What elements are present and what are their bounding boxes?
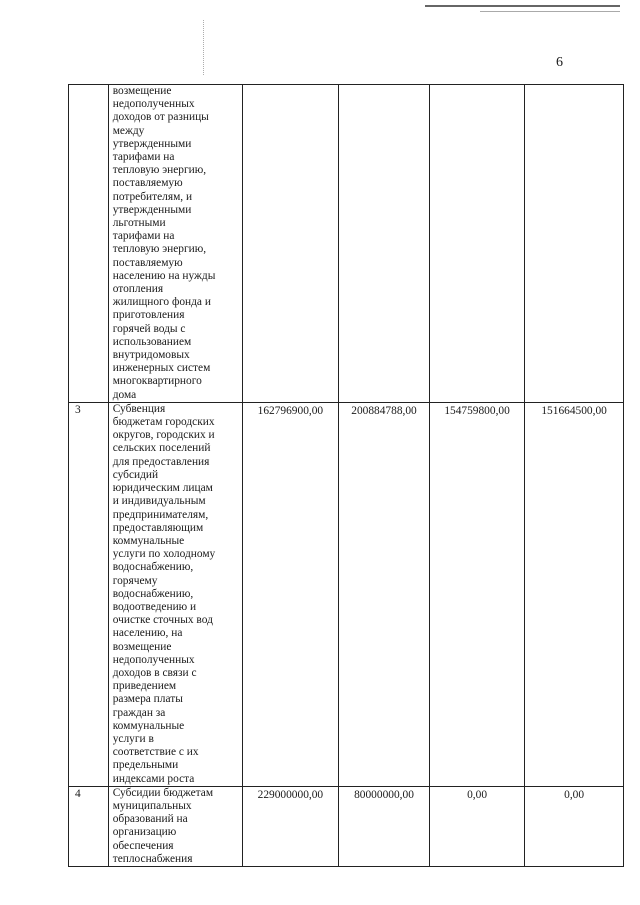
description-line: организацию bbox=[112, 826, 177, 839]
description-line: округов, городских и bbox=[112, 429, 215, 442]
description-line: водоснабжению, bbox=[112, 561, 194, 574]
description-lines bbox=[113, 787, 240, 866]
description-line: утвержденными bbox=[112, 137, 192, 150]
description-line: отопления bbox=[112, 283, 164, 296]
value-cell-4 bbox=[525, 85, 624, 403]
description-line: приготовления bbox=[112, 309, 185, 322]
description-line: горячему bbox=[112, 574, 158, 587]
value-cell-4: 151664500,00 bbox=[525, 402, 624, 786]
value-cell-3: 154759800,00 bbox=[429, 402, 524, 786]
description-line: сельских поселений bbox=[112, 442, 211, 455]
value-cell-3 bbox=[429, 85, 524, 403]
description-line: тепловую энергию, bbox=[112, 243, 207, 256]
value-cell-1: 162796900,00 bbox=[242, 402, 338, 786]
description-line: соответствие с их bbox=[112, 746, 199, 759]
description-line: инженерных систем bbox=[112, 362, 211, 375]
description-line: приведением bbox=[112, 680, 177, 693]
description-line: Субсидии бюджетам bbox=[112, 786, 214, 799]
row-number: 3 bbox=[69, 402, 109, 786]
description-line: очистке сточных вод bbox=[112, 614, 213, 627]
description-line: недополученных bbox=[112, 98, 195, 111]
description-line: субсидий bbox=[112, 468, 159, 481]
description-line: использованием bbox=[112, 335, 192, 348]
description-line: предоставляющим bbox=[112, 521, 204, 534]
value-cell-2 bbox=[339, 85, 430, 403]
description-line: индексами роста bbox=[112, 772, 195, 785]
description-line: тарифами на bbox=[112, 151, 175, 164]
description-lines bbox=[113, 403, 240, 786]
value-cell-2: 200884788,00 bbox=[339, 402, 430, 786]
description-line: услуги по холодному bbox=[112, 548, 216, 561]
description-line: внутридомовых bbox=[112, 349, 190, 362]
description-line: муниципальных bbox=[112, 799, 192, 812]
description-line: возмещение bbox=[112, 640, 172, 653]
description-line: льготными bbox=[112, 217, 166, 230]
description-line: размера платы bbox=[112, 693, 183, 706]
value-cell-3: 0,00 bbox=[429, 786, 524, 866]
description-lines bbox=[113, 85, 240, 402]
description-line: горячей воды с bbox=[112, 322, 186, 335]
scan-artifact-line bbox=[425, 5, 620, 7]
description-line: водоотведению и bbox=[112, 600, 197, 613]
description-line: коммунальные bbox=[112, 534, 185, 547]
value-cell-4: 0,00 bbox=[525, 786, 624, 866]
description-line: между bbox=[112, 124, 145, 137]
description-line: коммунальные bbox=[112, 719, 185, 732]
description-line: образований на bbox=[112, 813, 188, 826]
description-line: услуги в bbox=[112, 732, 154, 745]
description-line: и индивидуальным bbox=[112, 495, 206, 508]
description-line: многоквартирного bbox=[112, 375, 202, 388]
description-line: поставляемую bbox=[112, 177, 183, 190]
page-number: 6 bbox=[556, 55, 563, 70]
table-row bbox=[69, 85, 624, 403]
description-line: населению, на bbox=[112, 627, 183, 640]
row-description bbox=[108, 786, 242, 866]
description-line: жилищного фонда и bbox=[112, 296, 211, 309]
description-line: тарифами на bbox=[112, 230, 175, 243]
scan-artifact-line-2 bbox=[480, 11, 620, 12]
value-cell-1 bbox=[242, 85, 338, 403]
description-line: обеспечения bbox=[112, 839, 174, 852]
description-line: предельными bbox=[112, 759, 179, 772]
description-line: юридическим лицам bbox=[112, 482, 213, 495]
description-line: поставляемую bbox=[112, 256, 183, 269]
description-line: бюджетам городских bbox=[112, 416, 215, 429]
description-line: потребителям, и bbox=[112, 190, 193, 203]
table-row bbox=[69, 402, 624, 786]
description-line: теплоснабжения bbox=[112, 852, 193, 865]
table-row bbox=[69, 786, 624, 866]
description-line: для предоставления bbox=[112, 455, 210, 468]
description-line: дома bbox=[112, 388, 137, 401]
description-line: доходов от разницы bbox=[112, 111, 209, 124]
description-line: предпринимателям, bbox=[112, 508, 209, 521]
row-number: 4 bbox=[69, 786, 109, 866]
description-line: утвержденными bbox=[112, 203, 192, 216]
row-description bbox=[108, 85, 242, 403]
description-line: тепловую энергию, bbox=[112, 164, 207, 177]
value-cell-1: 229000000,00 bbox=[242, 786, 338, 866]
scan-artifact-dots bbox=[203, 20, 205, 75]
row-number bbox=[69, 85, 109, 403]
value-cell-2: 80000000,00 bbox=[339, 786, 430, 866]
description-line: водоснабжению, bbox=[112, 587, 194, 600]
budget-table bbox=[68, 84, 624, 867]
description-line: населению на нужды bbox=[112, 269, 216, 282]
description-line: доходов в связи с bbox=[112, 666, 197, 679]
description-line: Субвенция bbox=[112, 402, 166, 415]
description-line: граждан за bbox=[112, 706, 166, 719]
description-line: недополученных bbox=[112, 653, 195, 666]
row-description bbox=[108, 402, 242, 786]
description-line: возмещение bbox=[112, 85, 172, 97]
